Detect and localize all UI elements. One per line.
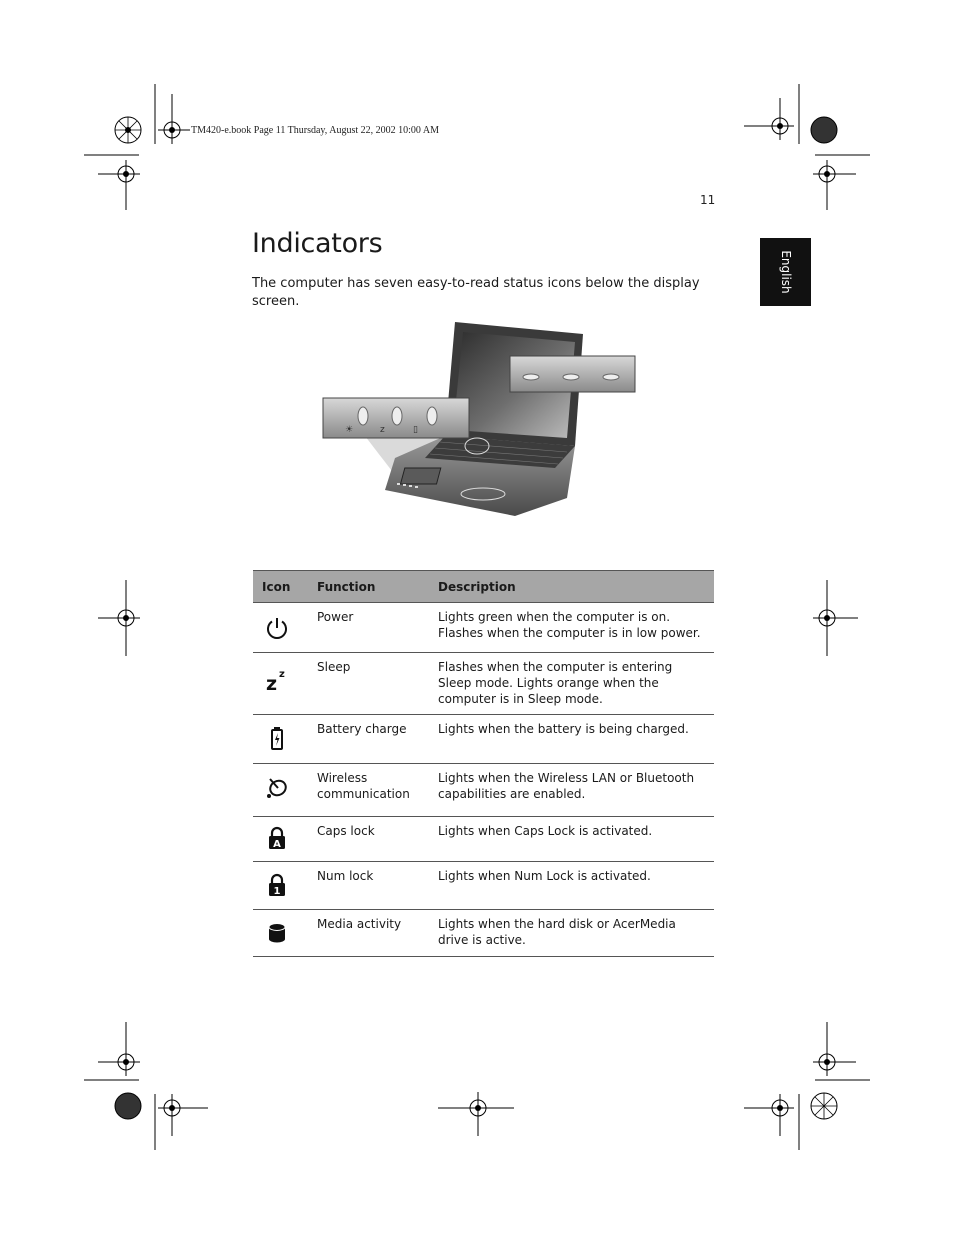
description-cell bbox=[438, 817, 714, 862]
svg-text:z: z bbox=[266, 673, 278, 692]
function-cell bbox=[317, 653, 438, 715]
language-tab-label: English bbox=[778, 250, 793, 294]
indicators-table bbox=[253, 570, 714, 957]
column-header-icon: Icon bbox=[253, 571, 317, 603]
table-row bbox=[253, 910, 714, 957]
table-row bbox=[253, 653, 714, 715]
function-label: Sleep bbox=[317, 660, 351, 674]
description-cell bbox=[438, 653, 714, 715]
table-row bbox=[253, 817, 714, 862]
intro-paragraph: The computer has seven easy-to-read status icons below the display screen. bbox=[252, 276, 700, 309]
svg-text:▯: ▯ bbox=[413, 425, 418, 435]
caps-lock-icon bbox=[265, 826, 289, 850]
description-text: Lights when the battery is being charged. bbox=[438, 722, 689, 736]
function-cell bbox=[317, 910, 438, 957]
description-text: Flashes when the computer is entering Sleep mode. Lights orange when the computer is in Sleep mode. bbox=[438, 660, 673, 706]
description-text: Lights when the Wireless LAN or Bluetooth capabilities are enabled. bbox=[438, 771, 695, 801]
description-text: Lights when Num Lock is activated. bbox=[438, 869, 651, 883]
crop-mark-mid-left bbox=[96, 580, 146, 656]
table-row bbox=[253, 862, 714, 910]
table-row bbox=[253, 764, 714, 817]
crop-mark-mid-right bbox=[812, 580, 862, 656]
function-cell bbox=[317, 715, 438, 764]
svg-text:1: 1 bbox=[273, 886, 281, 897]
function-label: Num lock bbox=[317, 869, 374, 883]
num-lock-icon bbox=[265, 873, 289, 897]
svg-text:A: A bbox=[273, 839, 281, 850]
power-icon bbox=[265, 616, 289, 640]
function-label: Wireless communication bbox=[317, 771, 410, 801]
icon-cell bbox=[253, 862, 317, 910]
crop-mark-bottom-left bbox=[84, 1020, 224, 1155]
function-label: Battery charge bbox=[317, 722, 407, 736]
description-cell bbox=[438, 764, 714, 817]
description-cell bbox=[438, 862, 714, 910]
icon-cell bbox=[253, 817, 317, 862]
icon-cell bbox=[253, 764, 317, 817]
table-header-row bbox=[253, 571, 714, 603]
function-cell bbox=[317, 817, 438, 862]
description-cell bbox=[438, 910, 714, 957]
section-title: Indicators bbox=[252, 228, 383, 259]
icon-cell bbox=[253, 653, 317, 715]
wireless-icon bbox=[265, 776, 289, 800]
crop-mark-bottom-right bbox=[740, 1020, 880, 1155]
icon-cell bbox=[253, 715, 317, 764]
svg-text:☀: ☀ bbox=[345, 425, 354, 435]
function-cell bbox=[317, 764, 438, 817]
table-row bbox=[253, 603, 714, 653]
book-header-line: TM420-e.book Page 11 Thursday, August 22, 2002 10:00 AM bbox=[191, 125, 439, 136]
icon-cell bbox=[253, 603, 317, 653]
crop-mark-bottom-center bbox=[438, 1088, 518, 1138]
crop-mark-top-right bbox=[740, 84, 880, 224]
description-text: Lights green when the computer is on. Flashes when the computer is in low power. bbox=[438, 610, 701, 640]
svg-text:z: z bbox=[279, 669, 285, 680]
description-text: Lights when the hard disk or AcerMedia drive is active. bbox=[438, 917, 676, 947]
description-text: Lights when Caps Lock is activated. bbox=[438, 824, 653, 838]
icon-cell bbox=[253, 910, 317, 957]
laptop-illustration bbox=[305, 318, 665, 518]
description-cell bbox=[438, 603, 714, 653]
table-row bbox=[253, 715, 714, 764]
function-cell bbox=[317, 603, 438, 653]
crop-mark-top-left bbox=[84, 84, 224, 224]
description-cell bbox=[438, 715, 714, 764]
page-number: 11 bbox=[700, 193, 716, 207]
svg-text:z: z bbox=[380, 425, 385, 435]
sleep-icon bbox=[265, 667, 289, 691]
media-activity-icon bbox=[265, 921, 289, 945]
function-cell bbox=[317, 862, 438, 910]
column-header-function: Function bbox=[317, 571, 438, 603]
column-header-description: Description bbox=[438, 571, 714, 603]
battery-icon bbox=[265, 726, 289, 750]
function-label: Caps lock bbox=[317, 824, 375, 838]
function-label: Media activity bbox=[317, 917, 402, 931]
language-tab bbox=[760, 238, 811, 306]
function-label: Power bbox=[317, 610, 354, 624]
